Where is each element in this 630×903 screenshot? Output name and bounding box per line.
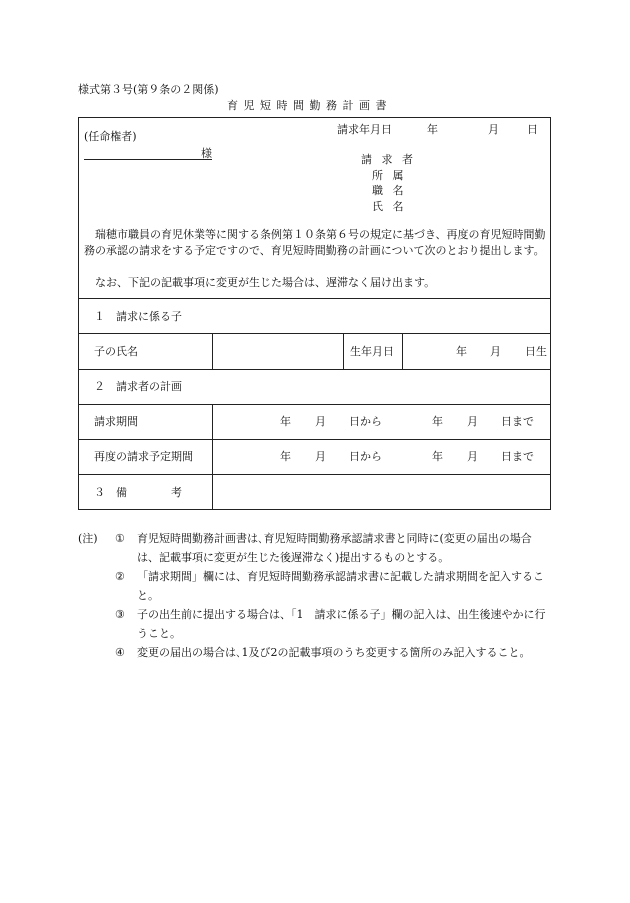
body-paragraph-1: 瑞穂市職員の育児休業等に関する条例第１０条第６号の規定に基づき、再度の育児短時間勤務の承認の請求をする予定ですので、育児短時間勤務の計画について次のとおり提出します。 <box>84 228 546 257</box>
period-to-year: 年 <box>432 415 443 428</box>
addressee-underline <box>84 159 212 160</box>
re-period-to-day: 日まで <box>501 450 534 463</box>
plan-section-heading: ２ 請求者の計画 <box>94 380 182 393</box>
note-item: 子の出生前に提出する場合は、｢1 請求に係る子」欄の記入は、出生後速やかに行うこと。 <box>137 608 546 640</box>
note-mark: ③ <box>115 608 125 621</box>
period-to-month: 月 <box>467 415 478 428</box>
request-date-month: 月 <box>488 123 499 136</box>
row-divider <box>78 369 551 370</box>
birth-year: 年 <box>456 345 467 358</box>
period-from-year: 年 <box>280 415 291 428</box>
period-label: 請求期間 <box>94 415 138 428</box>
re-period-to-year: 年 <box>432 450 443 463</box>
addressee-label: (任命権者) <box>84 130 137 143</box>
row-divider <box>78 474 551 475</box>
notes-label: (注) <box>78 532 98 545</box>
note-item: 変更の届出の場合は､1及び2の記載事項のうち変更する箇所のみ記入すること。 <box>137 646 531 659</box>
request-date-label: 請求年月日 <box>337 123 392 136</box>
re-period-to-month: 月 <box>467 450 478 463</box>
note-item: 「請求期間」欄には、育児短時間勤務承認請求書に記載した請求期間を記入すること。 <box>137 570 544 602</box>
affiliation-label: 所 属 <box>372 169 407 182</box>
col-divider <box>212 333 213 369</box>
form-id: 様式第３号(第９条の２関係) <box>78 83 219 96</box>
note-mark: ② <box>115 570 125 583</box>
sama-label: 様 <box>201 147 212 160</box>
request-date-year: 年 <box>427 123 438 136</box>
birth-day: 日生 <box>525 345 547 358</box>
row-divider <box>78 404 551 405</box>
re-period-from-year: 年 <box>280 450 291 463</box>
re-period-from-day: 日から <box>349 450 382 463</box>
col-divider <box>212 404 213 510</box>
col-divider <box>402 333 403 369</box>
col-divider <box>343 333 344 369</box>
re-period-from-month: 月 <box>315 450 326 463</box>
period-to-day: 日まで <box>501 415 534 428</box>
birth-month: 月 <box>490 345 501 358</box>
child-name-label: 子の氏名 <box>94 345 138 358</box>
requester-label: 請 求 者 <box>361 153 416 166</box>
name-label: 氏 名 <box>372 200 407 213</box>
remarks-label: ３ 備 考 <box>94 486 182 499</box>
period-from-day: 日から <box>349 415 382 428</box>
note-mark: ④ <box>115 646 125 659</box>
request-date-day: 日 <box>527 123 538 136</box>
form-title: 育 児 短 時 間 勤 務 計 画 書 <box>227 99 388 112</box>
position-label: 職 名 <box>372 184 407 197</box>
birth-date-label: 生年月日 <box>350 345 394 358</box>
period-from-month: 月 <box>315 415 326 428</box>
note-item: 育児短時間勤務計画書は､育児短時間勤務承認請求書と同時に(変更の届出の場合は、記載事項に変更が生じた後遅滞なく)提出するものとする。 <box>137 532 532 564</box>
re-period-label: 再度の請求予定期間 <box>94 450 193 463</box>
row-divider <box>78 439 551 440</box>
note-mark: ① <box>115 532 125 545</box>
body-paragraph-2: なお、下記の記載事項に変更が生じた場合は、遅滞なく届け出ます。 <box>95 276 436 289</box>
row-divider <box>78 298 551 299</box>
child-section-heading: １ 請求に係る子 <box>94 310 182 323</box>
row-divider <box>78 333 551 334</box>
